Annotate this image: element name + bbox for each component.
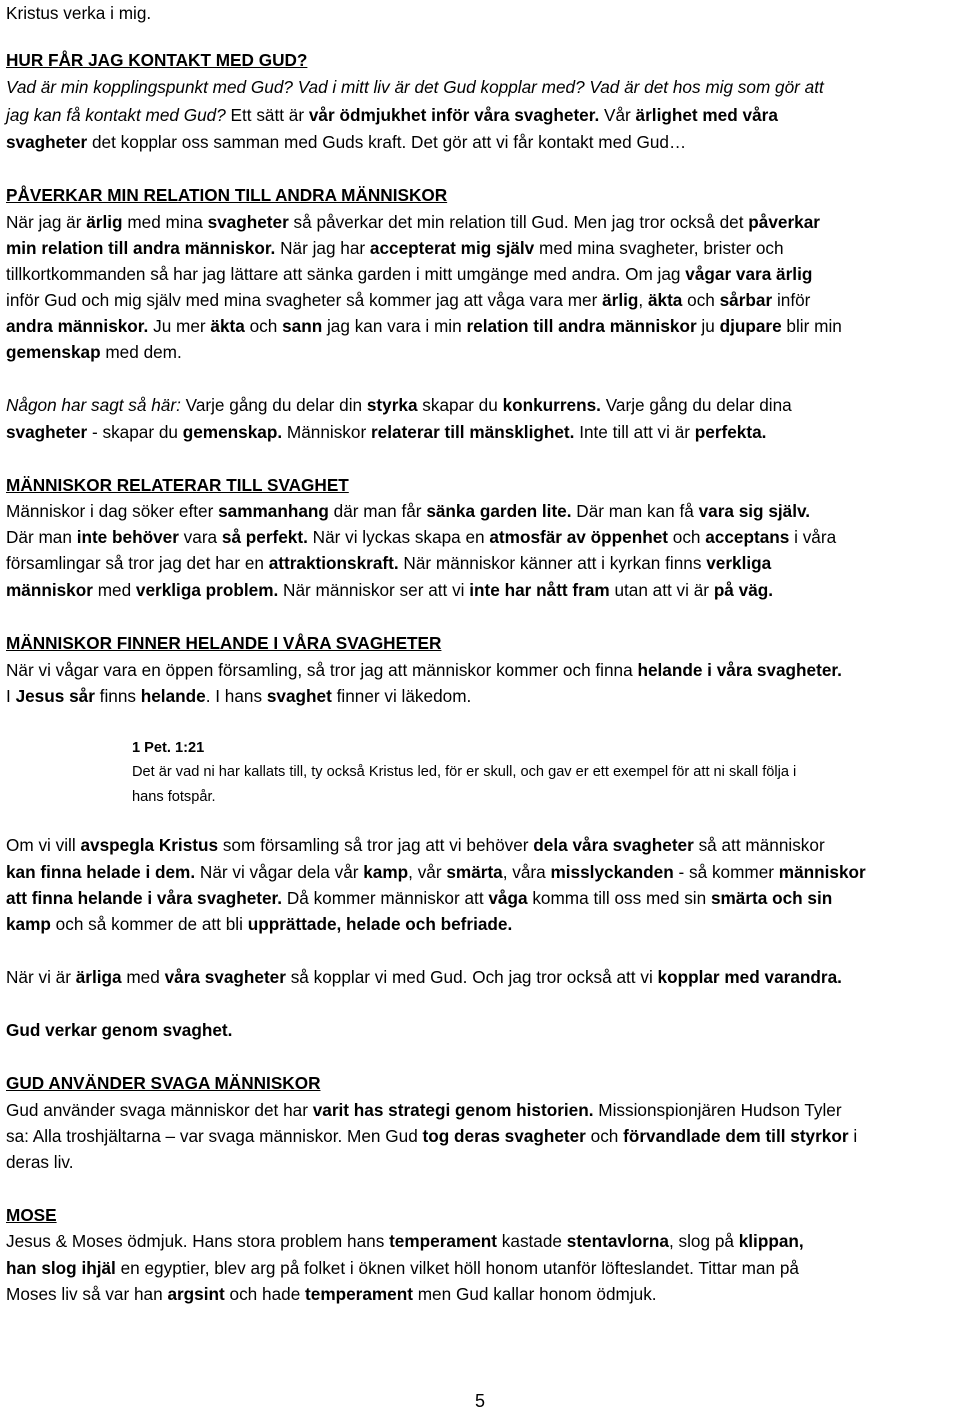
text-run: Då kommer människor att [282,888,489,908]
text-run: Där man kan få [571,501,699,521]
text-line [132,787,216,807]
text-run: acceptans [705,527,790,547]
text-run: Människor [282,422,371,442]
text-run: svagheter [6,422,88,442]
text-run: accepterat mig själv [369,238,535,258]
text-run: men Gud kallar honom ödmjuk. [412,1284,657,1304]
text-line [6,1230,804,1252]
text-line [6,289,810,311]
text-run: argsint [167,1284,225,1304]
text-line [6,861,866,883]
text-run: Om vi vill [6,835,81,855]
text-line [6,659,842,681]
text-run: Varje gång du delar dina [600,395,792,415]
text-line [6,1283,657,1305]
text-line [6,263,812,285]
text-run: Moses liv så var han [6,1284,168,1304]
text-run: och [682,290,720,310]
text-run: ärlig [602,290,639,310]
text-run: sa: Alla troshjältarna – var svaga människor. Men Gud [6,1126,423,1146]
section-heading [6,49,307,71]
text-run: När jag är [6,212,87,232]
text-run: Gud verkar genom svaghet. [6,1020,233,1040]
text-run: gemenskap [6,342,101,362]
text-run: Jesus sår [15,686,95,706]
text-run: våra svagheter [164,967,286,987]
text-run: - skapar du [87,422,183,442]
text-run: Gud använder svaga människor det har [6,1100,313,1120]
text-run: församlingar så tror jag det har en [6,553,269,573]
text-line [132,762,796,782]
text-run: där man får [328,501,427,521]
text-run: När vi vågar vara en öppen församling, så tror jag att människor kommer och finna [6,660,638,680]
section-heading [6,632,441,654]
text-run: och [244,316,283,336]
text-run: Ett sätt är [230,105,309,125]
text-line [6,500,810,522]
text-line [6,1151,74,1173]
text-run: dela våra svagheter [533,835,694,855]
text-line [6,131,686,153]
text-run: tog deras svagheter [422,1126,586,1146]
text-line [6,685,471,707]
text-run: sann [282,316,323,336]
section-heading [6,1204,57,1226]
text-line [6,1125,857,1147]
text-run: min relation till andra människor. [6,238,276,258]
text-run: Jesus & Moses ödmjuk. Hans stora problem hans [6,1231,390,1251]
text-line [6,579,773,601]
text-run: med dem. [100,342,182,362]
text-run: vara [178,527,222,547]
text-run: . I hans [205,686,267,706]
text-run: temperament [389,1231,498,1251]
text-run: Inte till att vi är [574,422,695,442]
text-run: , slog på [668,1231,739,1251]
text-run: så kopplar vi med Gud. Och jag tror också att vi [285,967,658,987]
text-run: människor [6,580,93,600]
text-run: som församling så tror jag att vi behöver [218,835,534,855]
text-run: komma till oss med sin [527,888,711,908]
text-run: Kristus verka i mig. [6,3,152,23]
text-run: MOSE [6,1205,57,1225]
text-run: svagheter [6,132,88,152]
text-line [6,421,766,443]
text-run: styrka [366,395,418,415]
section-heading [6,474,349,496]
text-line [6,913,512,935]
text-run: Människor i dag söker efter [6,501,219,521]
text-run: konkurrens. [502,395,601,415]
text-run: , våra [502,862,551,882]
text-run: så att människor [693,835,825,855]
text-run: 1 Pet. 1:21 [132,740,205,756]
text-run: Ju mer [148,316,211,336]
text-run: Missionspionjären Hudson Tyler [593,1100,842,1120]
text-run: I [6,686,16,706]
text-run: äkta [210,316,245,336]
text-run: När vi är [6,967,76,987]
text-line [132,738,204,758]
text-run: helande i våra svagheter. [637,660,842,680]
text-run: Varje gång du delar din [180,395,367,415]
text-line [6,552,771,574]
section-heading [6,1072,320,1094]
text-run: relation till andra människor [466,316,697,336]
text-run: När vi vågar dela vår [195,862,364,882]
text-run: verkliga [706,553,772,573]
text-run: Någon har sagt så här: [6,395,181,415]
text-line [6,887,832,909]
text-run: När människor ser att vi [278,580,470,600]
text-run: vara sig själv. [698,501,811,521]
text-run: förvandlade dem till styrkor [623,1126,849,1146]
text-line [6,1019,232,1041]
text-run: påverkar [748,212,820,232]
text-run: helande [140,686,206,706]
text-line [6,1257,799,1279]
text-run: sårbar [719,290,773,310]
text-line [6,341,182,363]
text-run: så påverkar det min relation till Gud. Men jag tror också det [288,212,749,232]
text-run: inför [772,290,811,310]
text-run: , vår [408,862,447,882]
text-run: Där man [6,527,77,547]
text-run: kastade [497,1231,567,1251]
text-run: vår ödmjukhet inför våra svagheter. [308,105,600,125]
text-run: att finna helande i våra svagheter. [6,888,283,908]
text-line [6,834,825,856]
text-run: När jag har [275,238,370,258]
text-run: på väg. [713,580,774,600]
text-run: det kopplar oss samman med Guds kraft. Det gör att vi får kontakt med Gud… [87,132,687,152]
text-run: han slog ihjäl [6,1258,116,1278]
text-run: deras liv. [6,1152,74,1172]
text-run: jag kan vara i min [322,316,467,336]
text-run: Vad är min kopplingspunkt med Gud? Vad i mitt liv är det Gud kopplar med? Vad är det hos mig som gör att [6,77,824,97]
text-run: svagheter [207,212,289,232]
text-run: När vi lyckas skapa en [307,527,490,547]
text-run: ärliga [75,967,122,987]
text-run: GUD ANVÄNDER SVAGA MÄNNISKOR [6,1073,321,1093]
text-run: ju [696,316,720,336]
text-run: finner vi läkedom. [331,686,472,706]
text-run: skapar du [417,395,503,415]
text-run: vågar vara ärlig [685,264,813,284]
text-run: atmosfär av öppenhet [489,527,668,547]
text-line [6,394,792,416]
text-line [6,315,842,337]
text-run: äkta [647,290,683,310]
text-run: sammanhang [218,501,329,521]
text-line [6,966,842,988]
text-line [6,2,151,24]
text-run: svaghet [266,686,332,706]
text-line [6,526,836,548]
text-run: i [848,1126,858,1146]
text-run: relaterar till mänsklighet. [370,422,575,442]
text-run: stentavlorna [566,1231,669,1251]
text-run: verkliga problem. [135,580,279,600]
text-run: Vår [599,105,636,125]
text-run: inför Gud och mig själv med mina svagheter så kommer jag att våga vara mer [6,290,603,310]
text-run: en egyptier, blev arg på folket i öknen vilket höll honom utanför löfteslandet. Tittar man på [115,1258,799,1278]
text-run: med [121,967,165,987]
text-run: varit has strategi genom historien. [312,1100,594,1120]
text-run: inte har nått fram [469,580,610,600]
text-run: HUR FÅR JAG KONTAKT MED GUD? [6,50,308,70]
text-run: - så kommer [673,862,779,882]
text-run: utan att vi är [609,580,714,600]
text-run: PÅVERKAR MIN RELATION TILL ANDRA MÄNNISKOR [6,185,448,205]
text-run: och så kommer de att bli [50,914,248,934]
text-run: sänka garden lite. [426,501,572,521]
text-run: med [92,580,136,600]
text-run: med mina [122,212,208,232]
text-run: , [638,290,648,310]
text-run: och hade [224,1284,306,1304]
text-run: smärta och sin [710,888,833,908]
text-run: och [585,1126,624,1146]
text-run: hans fotspår. [132,789,216,805]
text-run: i våra [789,527,837,547]
text-run: och [667,527,706,547]
text-run: ärlig [86,212,123,232]
text-run: attraktionskraft. [268,553,399,573]
text-run: klippan, [738,1231,804,1251]
text-run: upprättade, helade och befriade. [247,914,513,934]
text-run: ärlighet med våra [635,105,778,125]
text-run: blir min [781,316,842,336]
text-run: När människor känner att i kyrkan finns [398,553,707,573]
text-run: andra människor. [6,316,149,336]
text-run: temperament [305,1284,413,1304]
text-run: kamp [363,862,409,882]
text-run: smärta [446,862,503,882]
text-run: kan finna helade i dem. [6,862,196,882]
text-line [6,237,784,259]
text-run: MÄNNISKOR FINNER HELANDE I VÅRA SVAGHETER [6,633,442,653]
text-run: MÄNNISKOR RELATERAR TILL SVAGHET [6,475,349,495]
text-run: våga [488,888,528,908]
text-run: så perfekt. [221,527,308,547]
page-number: 5 [474,1391,485,1411]
text-run: inte behöver [76,527,179,547]
text-run: misslyckanden [550,862,674,882]
text-run: människor [778,862,866,882]
text-run: tillkortkommanden så har jag lättare att sänka garden i mitt umgänge med andra. Om jag [6,264,686,284]
text-run: djupare [719,316,782,336]
text-run: jag kan få kontakt med Gud? [6,105,231,125]
text-run: Det är vad ni har kallats till, ty också Kristus led, för er skull, och gav er ett exempel för att ni skall följa i [132,764,797,780]
text-line [6,1099,842,1121]
text-run: med mina svagheter, brister och [534,238,784,258]
section-heading [6,184,447,206]
text-line [6,104,778,126]
text-run: kopplar med varandra. [657,967,842,987]
text-run: gemenskap. [182,422,283,442]
text-line [6,76,824,98]
text-run: kamp [6,914,51,934]
text-run: avspegla Kristus [80,835,219,855]
text-run: perfekta. [694,422,767,442]
text-run: finns [94,686,141,706]
text-line [6,211,820,233]
